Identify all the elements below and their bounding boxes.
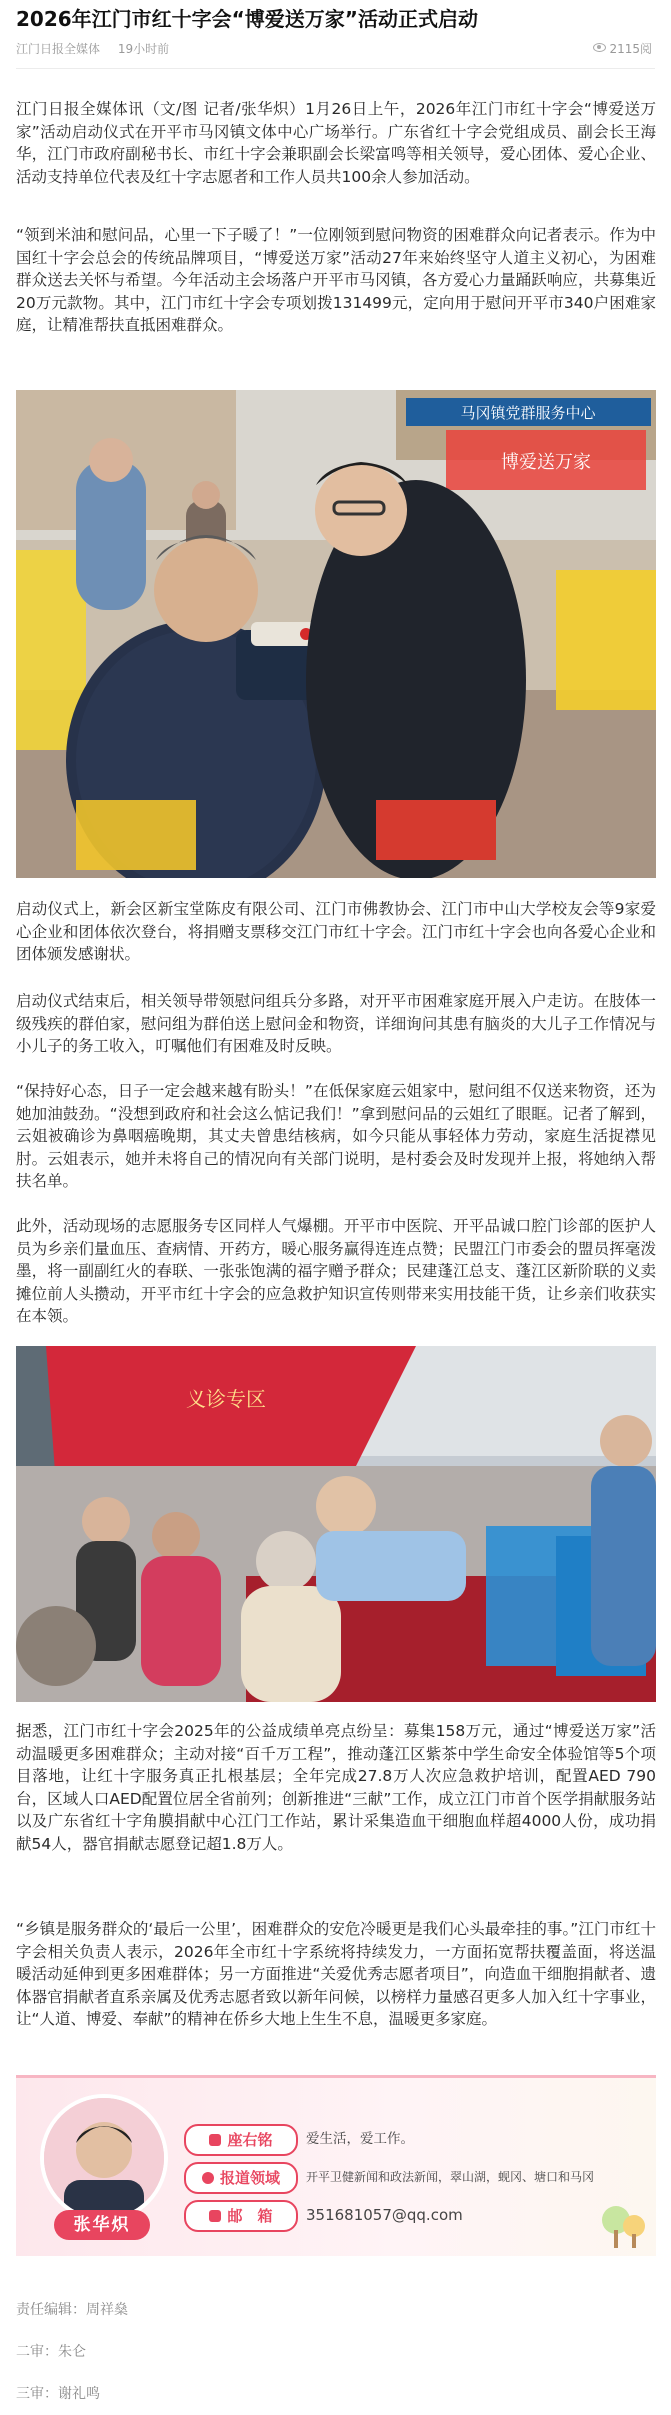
- reporter-email-row: [184, 2200, 644, 2230]
- paragraph-6: 此外，活动现场的志愿服务专区同样人气爆棚。开平市中医院、开平品诚口腔门诊部的医护人员为乡亲们量血压、查病情、开药方，暖心服务赢得连连点赞；民盟江门市委会的盟员挥毫泼墨，将一副副红火的春联、一张张饱满的福字赠予群众；民建蓬江总支、蓬江区新阶联的义卖摊位前人头攒动，开平市红十字会的应急救护知识宣传则带来实用技能干货，让乡亲们收获实在本领。: [16, 1217, 656, 1325]
- target-icon: [202, 2172, 214, 2184]
- photo1-sign-text: 马冈镇党群服务中心: [460, 405, 596, 422]
- paragraph-7: 据悉，江门市红十字会2025年的公益成绩单亮点纷呈：募集158万元，通过“博爱送万家”活动温暖更多困难群众；主动对接“百千万工程”，推动蓬江区紫茶中学生命安全体验馆等5个项目落地，让红十字服务真正扎根基层；全年完成27.8万人次应急救护培训，配置AED 790台，区域人口AED配置位居全省前列；创新推进“三献”工作，成立江门市首个医学捐献服务站以及广东省红十字角膜捐献中心江门工作站，累计采集造血干细胞血样超4000人份，成功捐献54人，器官捐献志愿登记超1.8万人。: [16, 1722, 656, 1853]
- mail-icon: [209, 2210, 221, 2222]
- article-title: 2026年江门市红十字会“博爱送万家”活动正式启动: [16, 7, 478, 31]
- eye-icon: [593, 43, 606, 52]
- paragraph-4: 启动仪式结束后，相关领导带领慰问组兵分多路，对开平市困难家庭开展入户走访。在肢体一级残疾的群伯家，慰问组为群伯送上慰问金和物资，详细询问其患有脑炎的大儿子工作情况与小儿子的务工收入，叮嘱他们有困难及时反映。: [16, 992, 656, 1055]
- reporter-avatar: [40, 2094, 168, 2222]
- paragraph-2: “领到米油和慰问品，心里一下子暖了！”一位刚领到慰问物资的困难群众向记者表示。作为中国红十字会总会的传统品牌项目，“博爱送万家”活动27年来始终坚守人道主义初心，为困难群众送去关怀与希望。今年活动主会场落户开平市马冈镇，各方爱心力量踊跃响应，共募集近20万元款物。其中，江门市红十字会专项划拨131499元，定向用于慰问开平市340户困难家庭，让精准帮扶直抵困难群众。: [16, 226, 656, 334]
- credit-review-2: 二审：朱仑: [16, 2344, 86, 2360]
- printer-icon: [209, 2134, 221, 2146]
- article-photo-1[interactable]: [16, 390, 656, 878]
- credit-editor: 责任编辑：周祥燊: [16, 2302, 128, 2318]
- paragraph-3: 启动仪式上，新会区新宝堂陈皮有限公司、江门市佛教协会、江门市中山大学校友会等9家爱心企业和团体依次登台，将捐赠支票移交江门市红十字会。江门市红十字会也向各爱心企业和团体颁发感谢状。: [16, 900, 656, 963]
- reporter-name: 张华炽: [54, 2210, 150, 2240]
- article-time: 19小时前: [117, 42, 170, 56]
- email-label: 邮 箱: [227, 2207, 273, 2225]
- tree-decoration-icon: [598, 2202, 648, 2248]
- paragraph-5: “保持好心态，日子一定会越来越有盼头！”在低保家庭云姐家中，慰问组不仅送来物资，还为她加油鼓劲。“没想到政府和社会这么惦记我们！”拿到慰问品的云姐红了眼眶。记者了解到，云姐被确诊为鼻咽癌晚期，其丈夫曾患结核病，如今只能从事轻体力劳动，家庭生活捉襟见肘。云姐表示，她并未将自己的情况向有关部门说明，是村委会及时发现并上报，将她纳入帮扶名单。: [16, 1082, 656, 1190]
- paragraph-8: “乡镇是服务群众的‘最后一公里’，困难群众的安危冷暖更是我们心头最牵挂的事。”江门市红十字会相关负责人表示，2026年全市红十字系统将持续发力，一方面拓宽帮扶覆盖面，将送温暖活动延伸到更多困难群体；另一方面推进“关爱优秀志愿者项目”，向造血干细胞捐献者、遗体器官捐献者直系亲属及优秀志愿者致以新年问候，以榜样力量感召更多人加入红十字事业，让“人道、博爱、奉献”的精神在侨乡大地上生生不息，温暖更多家庭。: [16, 1920, 656, 2028]
- credit-review-3: 三审：谢礼鸣: [16, 2386, 100, 2402]
- reporter-email[interactable]: 351681057@qq.com: [306, 2206, 463, 2224]
- view-count-text: 2115阅: [609, 42, 652, 56]
- area-label-pill: [184, 2162, 298, 2194]
- view-count: [593, 40, 652, 57]
- motto-label-pill: [184, 2124, 298, 2156]
- reporter-area: 开平卫健新闻和政法新闻，翠山湖，蚬冈、塘口和马冈: [306, 2170, 595, 2184]
- area-label: 报道领域: [219, 2169, 280, 2187]
- article-photo-2[interactable]: [16, 1346, 656, 1702]
- photo1-banner-text: 博爱送万家: [501, 452, 591, 472]
- article-source[interactable]: 江门日报全媒体: [16, 42, 101, 56]
- email-label-pill: [184, 2200, 298, 2232]
- reporter-card: [16, 2075, 656, 2256]
- paragraph-1: 江门日报全媒体讯（文/图 记者/张华炽）1月26日上午，2026年江门市红十字会“博爱送万家”活动启动仪式在开平市马冈镇文体中心广场举行。广东省红十字会党组成员、副会长王海华，江门市政府副秘书长、市红十字会兼职副会长梁富鸣等相关领导，爱心团体、爱心企业、活动支持单位代表及红十字志愿者和工作人员共100余人参加活动。: [16, 100, 656, 186]
- photo2-banner-text: 义诊专区: [186, 1389, 266, 1411]
- motto-label: 座右铭: [227, 2131, 273, 2149]
- title-divider: [16, 68, 655, 69]
- article-meta: [16, 40, 656, 60]
- reporter-area-row: [184, 2162, 644, 2192]
- reporter-motto: 爱生活，爱工作。: [306, 2131, 414, 2147]
- reporter-motto-row: [184, 2124, 644, 2154]
